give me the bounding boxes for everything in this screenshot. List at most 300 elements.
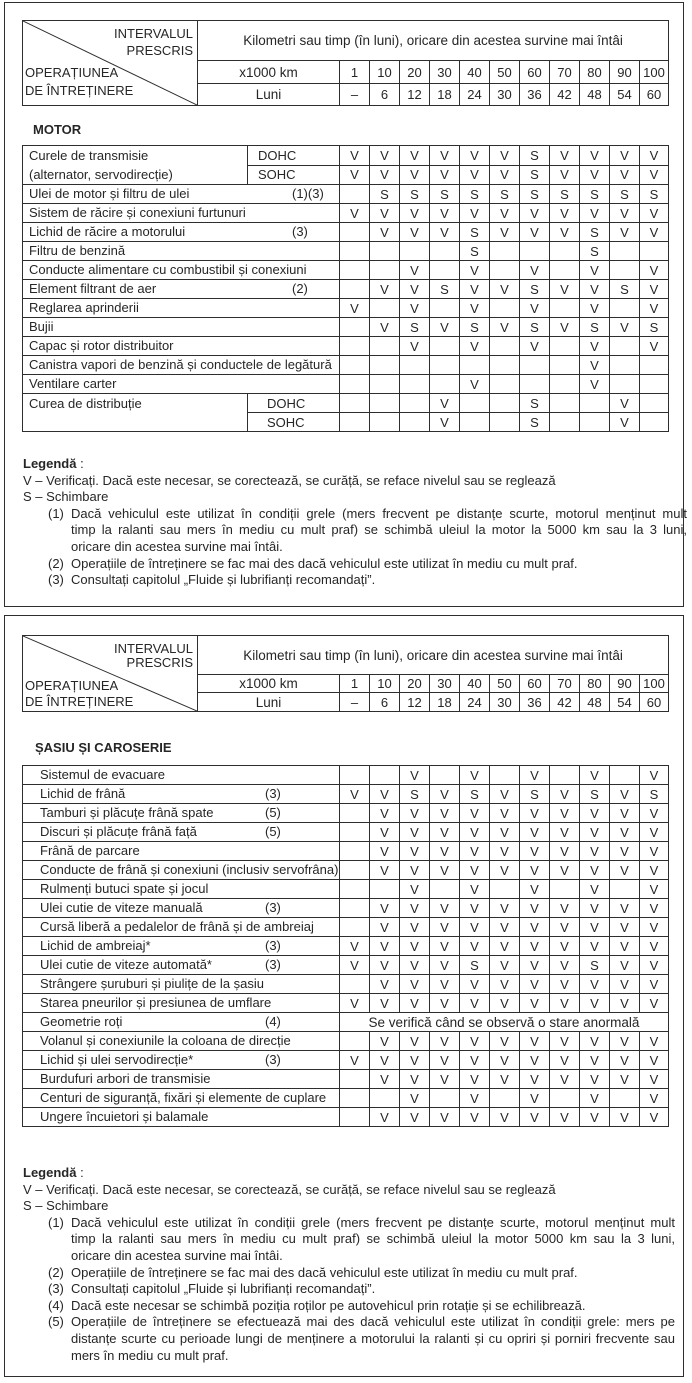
legend-note-line: timp la ralanti sau mers în mediu cu mult praf) se schimbă uleiul la motor 5000 km sau la 3 luni, (71, 1231, 675, 1247)
schedule-cell: V (400, 956, 430, 975)
schedule-cell: V (610, 956, 640, 975)
schedule-cell (550, 299, 580, 318)
schedule-cell: V (490, 204, 520, 223)
row-label-text: Sistem de răcire și conexiuni furtunuri (29, 205, 246, 220)
schedule-cell (340, 1089, 370, 1108)
legend-note (23, 1265, 675, 1282)
schedule-cell: V (400, 880, 430, 899)
schedule-cell: V (580, 880, 610, 899)
schedule-row (23, 1051, 669, 1070)
km-value-cell: 80 (580, 61, 610, 84)
legend-note-number: (1) (48, 505, 64, 521)
schedule-cell (640, 375, 669, 394)
schedule-cell: V (640, 899, 669, 918)
schedule-cell (340, 185, 370, 204)
schedule-cell: V (370, 918, 400, 937)
schedule-cell: V (640, 261, 669, 280)
legend-keys (23, 473, 687, 506)
row-label-text: Lichid de răcire a motorului (29, 224, 186, 239)
schedule-cell: V (430, 223, 460, 242)
schedule-cell: V (370, 146, 400, 166)
schedule-cell: S (400, 318, 430, 337)
schedule-cell: V (490, 842, 520, 861)
schedule-cell (610, 337, 640, 356)
note-reference: (3) (265, 900, 281, 915)
schedule-cell: V (580, 975, 610, 994)
schedule-cell: S (400, 185, 430, 204)
row-label-text: Lichid de ambreiaj* (40, 938, 151, 953)
schedule-cell: S (460, 318, 490, 337)
schedule-cell: V (580, 356, 610, 375)
schedule-cell: V (340, 299, 370, 318)
schedule-cell (370, 413, 400, 432)
schedule-cell (610, 880, 640, 899)
schedule-cell (340, 375, 370, 394)
legend-title-text: Legendă (23, 456, 77, 471)
schedule-cell (430, 261, 460, 280)
schedule-cell: V (640, 975, 669, 994)
km-value-cell: 80 (580, 675, 610, 693)
schedule-cell (430, 299, 460, 318)
section-title: MOTOR (33, 122, 82, 137)
months-value-cell: 54 (610, 693, 640, 712)
row-label (23, 261, 340, 280)
schedule-cell: V (610, 975, 640, 994)
schedule-cell (340, 861, 370, 880)
schedule-cell: V (610, 804, 640, 823)
row-label (23, 1051, 340, 1070)
schedule-cell: V (460, 1051, 490, 1070)
schedule-cell: V (430, 1070, 460, 1089)
schedule-cell: S (490, 185, 520, 204)
row-label (23, 842, 340, 861)
schedule-row (23, 394, 669, 413)
km-value-cell: 60 (520, 675, 550, 693)
schedule-cell (520, 242, 550, 261)
schedule-cell: V (430, 937, 460, 956)
schedule-cell (370, 356, 400, 375)
schedule-cell: V (550, 937, 580, 956)
schedule-cell: V (340, 165, 370, 185)
schedule-cell (490, 375, 520, 394)
schedule-cell: V (550, 1070, 580, 1089)
schedule-cell: V (430, 994, 460, 1013)
row-label-text: Strângere șuruburi și piulițe de la șasiu (40, 976, 265, 991)
legend-note-line: oricare din acestea survine mai întâi. (71, 538, 283, 554)
schedule-cell: V (520, 223, 550, 242)
schedule-cell: V (490, 785, 520, 804)
schedule-cell (550, 1089, 580, 1108)
schedule-cell (610, 375, 640, 394)
km-value-cell: 30 (430, 675, 460, 693)
schedule-cell: S (640, 185, 669, 204)
schedule-cell: V (460, 204, 490, 223)
schedule-cell: V (580, 337, 610, 356)
schedule-cell: V (490, 1051, 520, 1070)
schedule-cell: V (490, 994, 520, 1013)
schedule-cell (490, 261, 520, 280)
schedule-cell: V (400, 223, 430, 242)
legend-key-line (23, 1198, 675, 1215)
schedule-cell (370, 261, 400, 280)
row-label-text: Volanul și conexiunile la coloana de direcție (40, 1033, 291, 1048)
schedule-cell (490, 337, 520, 356)
schedule-cell: S (640, 318, 669, 337)
row-label-text: Canistra vapori de benzină și conductele de legătură (29, 357, 332, 372)
note-reference: (5) (265, 824, 281, 839)
legend-key: S (23, 1198, 32, 1214)
row-label-text: Sistemul de evacuare (40, 767, 166, 782)
row-label-text: Discuri și plăcuțe frână față (40, 824, 197, 839)
legend-key: V (23, 472, 32, 488)
row-label (23, 785, 340, 804)
schedule-cell: V (400, 299, 430, 318)
schedule-cell: V (370, 804, 400, 823)
schedule-cell: S (460, 242, 490, 261)
schedule-cell (640, 242, 669, 261)
months-label: Luni (198, 693, 340, 712)
schedule-cell: S (610, 280, 640, 299)
schedule-cell (400, 375, 430, 394)
legend-note (23, 506, 687, 556)
schedule-cell: V (490, 823, 520, 842)
row-label (23, 1032, 340, 1051)
schedule-cell: V (520, 204, 550, 223)
km-value-cell: 70 (550, 675, 580, 693)
schedule-cell (460, 413, 490, 432)
legend-note-line: Operațiile de întreținere se efectuează mai des dacă vehiculul este utilizat în condiții grele: mers pe (71, 1314, 675, 1330)
row-label (23, 1013, 340, 1032)
schedule-cell: V (460, 1070, 490, 1089)
schedule-cell: V (430, 804, 460, 823)
schedule-cell: V (460, 937, 490, 956)
schedule-cell: V (460, 994, 490, 1013)
km-value-cell: 30 (430, 61, 460, 84)
schedule-cell: V (400, 261, 430, 280)
schedule-cell: S (520, 165, 550, 185)
schedule-cell (610, 356, 640, 375)
row-label (23, 899, 340, 918)
schedule-cell: V (400, 842, 430, 861)
schedule-cell: V (460, 823, 490, 842)
note-reference: (3) (265, 1052, 281, 1067)
row-label-text: Element filtrant de aer (29, 281, 157, 296)
schedule-cell: V (520, 975, 550, 994)
schedule-cell: V (640, 223, 669, 242)
schedule-cell: V (430, 413, 460, 432)
schedule-row (23, 861, 669, 880)
schedule-cell: V (400, 165, 430, 185)
legend-title-suffix: : (76, 1165, 84, 1180)
prescribed-label: PRESCRIS (126, 43, 193, 58)
legend-note-line: Operațiile de întreținere se fac mai des dacă vehiculul este utilizat în mediu cu mult praf. (71, 555, 578, 571)
note-reference: (3) (265, 786, 281, 801)
km-value-cell: 100 (640, 675, 669, 693)
months-value-cell: 48 (580, 84, 610, 106)
schedule-cell: V (580, 823, 610, 842)
schedule-cell: V (640, 956, 669, 975)
legend-key-line (23, 473, 687, 490)
schedule-cell (370, 1089, 400, 1108)
schedule-cell: V (460, 146, 490, 166)
row-label (23, 937, 340, 956)
schedule-cell: V (640, 861, 669, 880)
header-corner-cell (23, 636, 198, 712)
schedule-cell (430, 880, 460, 899)
schedule-cell: V (400, 823, 430, 842)
row-label (23, 375, 340, 394)
schedule-cell: V (580, 994, 610, 1013)
operation-label: OPERAȚIUNEA (25, 678, 119, 693)
schedule-cell (340, 242, 370, 261)
schedule-row (23, 804, 669, 823)
legend-dash: – (35, 1198, 43, 1214)
schedule-cell: V (550, 975, 580, 994)
schedule-row (23, 1070, 669, 1089)
row-label-text: Ulei cutie de viteze automată* (40, 957, 212, 972)
schedule-cell (550, 880, 580, 899)
schedule-cell: V (370, 204, 400, 223)
row-label-text: Tamburi și plăcuțe frână spate (40, 805, 214, 820)
schedule-cell: S (430, 280, 460, 299)
schedule-cell: V (550, 823, 580, 842)
schedule-cell: V (640, 299, 669, 318)
schedule-cell: V (550, 1051, 580, 1070)
schedule-row (23, 204, 669, 223)
schedule-cell: V (580, 204, 610, 223)
schedule-cell: V (400, 918, 430, 937)
schedule-cell: S (580, 318, 610, 337)
schedule-cell (460, 356, 490, 375)
km-value-cell: 20 (400, 675, 430, 693)
schedule-cell: V (370, 785, 400, 804)
schedule-cell: V (640, 165, 669, 185)
schedule-cell: V (640, 842, 669, 861)
schedule-cell: S (460, 785, 490, 804)
schedule-cell: V (400, 146, 430, 166)
schedule-cell: V (610, 1070, 640, 1089)
schedule-cell: V (460, 375, 490, 394)
schedule-cell: S (520, 280, 550, 299)
schedule-cell: V (520, 861, 550, 880)
row-label (23, 1070, 340, 1089)
schedule-cell: V (340, 146, 370, 166)
schedule-cell: V (490, 280, 520, 299)
schedule-cell: S (460, 185, 490, 204)
km-value-cell: 10 (370, 61, 400, 84)
schedule-cell: V (580, 804, 610, 823)
schedule-cell: V (520, 994, 550, 1013)
legend-key-text: Verificați. Dacă este necesar, se corectează, se curăță, se reface nivelul sau se reglează (46, 1181, 556, 1197)
schedule-cell: V (550, 165, 580, 185)
schedule-cell: V (460, 861, 490, 880)
schedule-cell (490, 242, 520, 261)
schedule-row (23, 842, 669, 861)
months-value-cell: 24 (460, 693, 490, 712)
row-label (23, 1108, 340, 1127)
schedule-cell: V (640, 204, 669, 223)
schedule-cell (610, 1089, 640, 1108)
interval-header-table (22, 20, 669, 106)
schedule-cell (430, 375, 460, 394)
schedule-row (23, 299, 669, 318)
legend-note-line: Consultați capitolul „Fluide și lubrifianți recomandați”. (71, 572, 376, 588)
km-value-cell: 70 (550, 61, 580, 84)
legend-note-number: (3) (48, 572, 64, 588)
schedule-cell: V (430, 1051, 460, 1070)
row-label-text: Ulei cutie de viteze manuală (40, 900, 203, 915)
row-label-text: Geometrie roți (40, 1014, 123, 1029)
schedule-cell (340, 1032, 370, 1051)
motor-schedule-table (22, 145, 669, 432)
schedule-cell: V (370, 823, 400, 842)
legend-note-line: Dacă vehiculul este utilizat în condiții grele (mers frecvent pe distanțe scurte, motorul menținut mult (71, 1214, 675, 1230)
schedule-cell: V (580, 899, 610, 918)
schedule-cell: V (640, 1051, 669, 1070)
schedule-cell: V (610, 861, 640, 880)
schedule-cell: V (550, 899, 580, 918)
schedule-cell: V (490, 975, 520, 994)
schedule-cell: V (520, 823, 550, 842)
km-value-cell: 1 (340, 675, 370, 693)
months-value-cell: 12 (400, 693, 430, 712)
legend-note (23, 1298, 675, 1315)
schedule-row (23, 880, 669, 899)
note-reference: (2) (292, 281, 308, 296)
schedule-cell: V (610, 994, 640, 1013)
schedule-cell: S (520, 785, 550, 804)
schedule-cell (340, 356, 370, 375)
schedule-cell (490, 880, 520, 899)
legend-note-number: (5) (48, 1314, 64, 1330)
schedule-cell: V (460, 918, 490, 937)
schedule-cell: V (400, 975, 430, 994)
schedule-cell: V (490, 165, 520, 185)
km-value-cell: 90 (610, 61, 640, 84)
km-value-cell: 50 (490, 61, 520, 84)
schedule-cell: V (640, 146, 669, 166)
months-value-cell: 18 (430, 693, 460, 712)
row-label-text: Lichid de frână (40, 786, 126, 801)
schedule-cell: V (460, 1032, 490, 1051)
schedule-cell: V (400, 861, 430, 880)
schedule-cell (340, 899, 370, 918)
legend (23, 456, 687, 589)
chassis-schedule-table (22, 765, 669, 1127)
legend-key-text: Verificați. Dacă este necesar, se corectează, se curăță, se reface nivelul sau se reglează (46, 472, 556, 488)
schedule-row (23, 375, 669, 394)
schedule-cell: V (430, 899, 460, 918)
schedule-cell: V (580, 261, 610, 280)
schedule-cell: V (520, 880, 550, 899)
row-label-text: Filtru de benzină (29, 243, 126, 258)
schedule-cell (430, 766, 460, 785)
months-value-cell: – (340, 693, 370, 712)
legend-key-text: Schimbare (46, 489, 109, 505)
legend-note-line: distanțe scurte cu perioade lungi de menținere a motorului la ralanti și cu opriri și porniri frecvente sau (71, 1330, 675, 1346)
schedule-cell (490, 413, 520, 432)
schedule-cell: V (580, 918, 610, 937)
schedule-body (23, 766, 669, 1127)
schedule-cell: V (400, 899, 430, 918)
engine-variant-label: DOHC (248, 394, 340, 413)
months-value-cell: 36 (520, 693, 550, 712)
schedule-cell: S (520, 146, 550, 166)
schedule-cell: V (550, 280, 580, 299)
legend-note-number: (1) (48, 1214, 64, 1230)
note-reference: (3) (265, 957, 281, 972)
schedule-cell: V (490, 861, 520, 880)
schedule-cell: V (370, 937, 400, 956)
schedule-cell: V (400, 804, 430, 823)
schedule-cell (340, 766, 370, 785)
row-label (23, 185, 340, 204)
row-label (23, 337, 340, 356)
schedule-cell: V (550, 1108, 580, 1127)
schedule-cell (340, 261, 370, 280)
schedule-cell: V (640, 1070, 669, 1089)
schedule-cell: V (610, 823, 640, 842)
schedule-cell: V (580, 299, 610, 318)
schedule-cell (400, 394, 430, 413)
months-value-cell: 6 (370, 84, 400, 106)
legend-title-suffix: : (76, 456, 84, 471)
schedule-row (23, 975, 669, 994)
row-label-text: Cursă liberă a pedalelor de frână și de ambreiaj (40, 919, 314, 934)
km-label: x1000 km (198, 675, 340, 693)
schedule-cell: S (580, 242, 610, 261)
note-reference: (1)(3) (292, 186, 324, 201)
row-label (23, 242, 340, 261)
schedule-cell (430, 356, 460, 375)
schedule-cell: V (370, 318, 400, 337)
schedule-cell (340, 337, 370, 356)
schedule-cell: V (550, 842, 580, 861)
schedule-cell (340, 918, 370, 937)
months-value-cell: 60 (640, 693, 669, 712)
legend-note-line: timp la ralanti sau mers în mediu cu mult praf) se schimbă uleiul la motor la 5000 km sau la 3 luni, (71, 522, 687, 538)
km-value-cell: 1 (340, 61, 370, 84)
schedule-row (23, 1089, 669, 1108)
schedule-cell: V (490, 223, 520, 242)
schedule-cell (520, 375, 550, 394)
schedule-cell: V (580, 766, 610, 785)
schedule-cell: V (550, 861, 580, 880)
schedule-cell: V (580, 1051, 610, 1070)
legend-dash: – (35, 1181, 43, 1197)
row-label (23, 318, 340, 337)
schedule-cell: V (370, 975, 400, 994)
schedule-cell: V (610, 1032, 640, 1051)
km-value-cell: 60 (520, 61, 550, 84)
row-label (23, 280, 340, 299)
legend-key-line (23, 489, 687, 506)
months-label: Luni (198, 84, 340, 106)
schedule-cell: V (520, 804, 550, 823)
schedule-cell: V (490, 804, 520, 823)
schedule-cell: V (520, 1089, 550, 1108)
prescribed-label: PRESCRIS (126, 655, 193, 670)
schedule-cell: V (430, 146, 460, 166)
schedule-cell: S (550, 185, 580, 204)
schedule-cell: V (520, 956, 550, 975)
schedule-cell (550, 375, 580, 394)
schedule-cell: V (640, 1108, 669, 1127)
row-label (23, 880, 340, 899)
schedule-row (23, 937, 669, 956)
schedule-row (23, 261, 669, 280)
schedule-cell: V (520, 1070, 550, 1089)
